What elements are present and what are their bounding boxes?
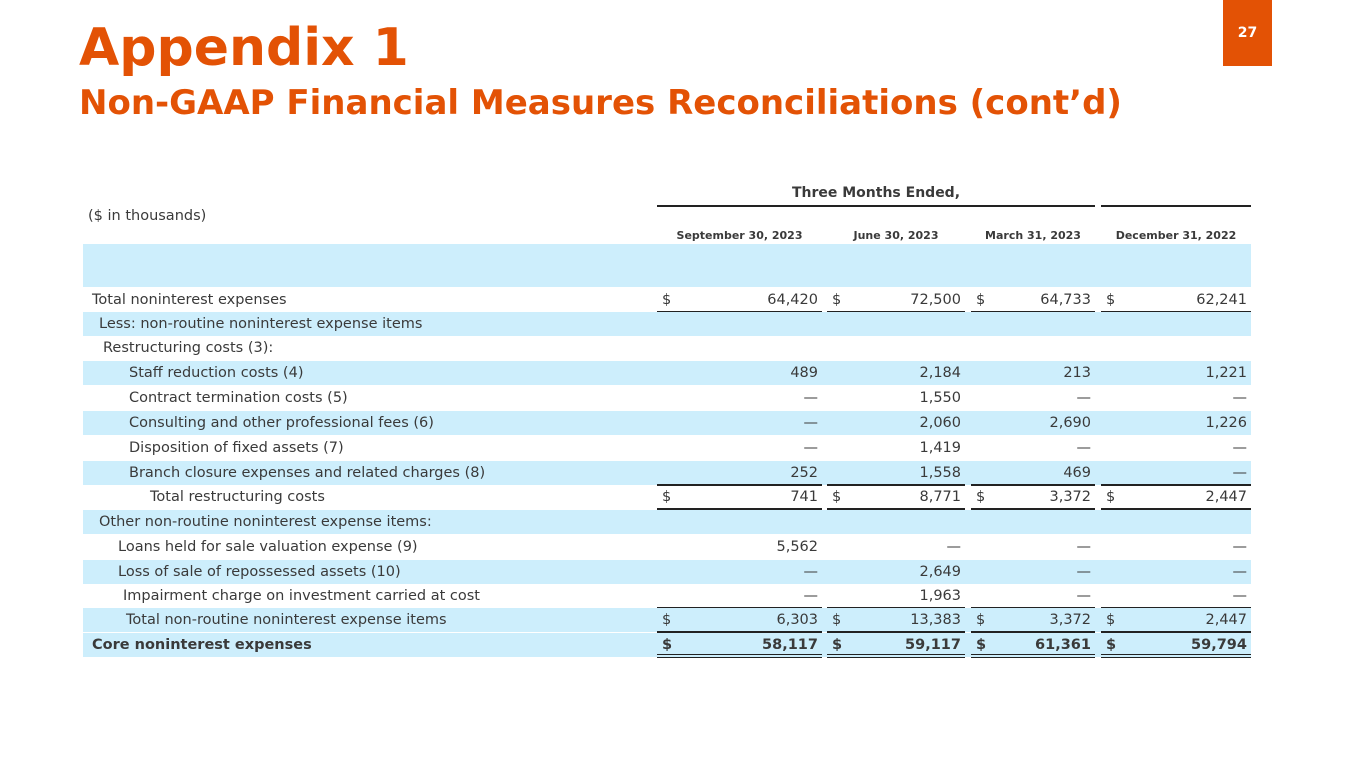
dollar-sign: $ <box>976 637 987 653</box>
units-label: ($ in thousands) <box>88 208 207 224</box>
table-cell <box>1101 633 1251 658</box>
header-rule <box>1101 205 1251 207</box>
cell-value: 2,060 <box>919 415 961 431</box>
row-label: Total noninterest expenses <box>92 292 287 308</box>
table-row <box>83 336 1251 360</box>
table-cell <box>971 386 1095 409</box>
table-cell <box>657 386 822 409</box>
cell-value: 1,226 <box>1205 415 1247 431</box>
table-cell <box>971 436 1095 459</box>
table-cell <box>657 361 822 384</box>
cell-value: — <box>1076 440 1091 456</box>
row-label: Disposition of fixed assets (7) <box>129 440 344 456</box>
row-label: Less: non-routine noninterest expense items <box>99 316 423 332</box>
table-cell <box>971 411 1095 434</box>
cell-value: 2,649 <box>919 564 961 580</box>
table-cell <box>827 461 965 486</box>
cell-value: 3,372 <box>1049 489 1091 505</box>
dollar-sign: $ <box>832 489 842 505</box>
cell-value: 59,117 <box>905 637 961 653</box>
table-cell <box>971 633 1095 658</box>
table-cell <box>1101 386 1251 409</box>
column-header-dec-2022: December 31, 2022 <box>1101 228 1251 246</box>
row-label: Impairment charge on investment carried at cost <box>123 588 480 604</box>
table-row <box>83 485 1251 509</box>
dollar-sign: $ <box>832 292 842 308</box>
cell-value: — <box>1076 539 1091 555</box>
table-cell <box>1101 361 1251 384</box>
table-cell <box>657 436 822 459</box>
table-cell <box>971 584 1095 609</box>
row-label: Other non-routine noninterest expense items: <box>99 514 432 530</box>
table-row <box>83 633 1251 657</box>
table-cell <box>657 312 822 335</box>
table-row <box>83 436 1251 460</box>
cell-value: 2,690 <box>1049 415 1091 431</box>
cell-value: — <box>1076 588 1091 604</box>
cell-value: — <box>1232 390 1247 406</box>
table-cell <box>1101 535 1251 558</box>
cell-value: 6,303 <box>776 612 818 628</box>
table-row <box>83 411 1251 435</box>
cell-value: 5,562 <box>776 539 818 555</box>
table-cell <box>827 411 965 434</box>
cell-value: — <box>1232 588 1247 604</box>
cell-value: 58,117 <box>762 637 818 653</box>
dollar-sign: $ <box>662 612 672 628</box>
row-label: Restructuring costs (3): <box>103 340 274 356</box>
cell-value: 64,420 <box>767 292 818 308</box>
table-row <box>83 584 1251 608</box>
table-cell <box>1101 461 1251 486</box>
table-row <box>83 386 1251 410</box>
cell-value: 741 <box>790 489 818 505</box>
column-header-jun-2023: June 30, 2023 <box>827 228 965 246</box>
page-number-badge: 27 <box>1223 0 1272 66</box>
row-label: Branch closure expenses and related charges (8) <box>129 465 486 481</box>
row-label: Loss of sale of repossessed assets (10) <box>118 564 401 580</box>
cell-value: 213 <box>1063 365 1091 381</box>
cell-value: — <box>946 539 961 555</box>
cell-value: 1,963 <box>919 588 961 604</box>
cell-value: 489 <box>790 365 818 381</box>
table-cell <box>827 386 965 409</box>
table-cell <box>657 633 822 658</box>
table-header-band <box>83 244 1251 287</box>
table-cell <box>657 608 822 633</box>
dollar-sign: $ <box>1106 292 1116 308</box>
dollar-sign: $ <box>832 612 842 628</box>
dollar-sign: $ <box>662 637 673 653</box>
cell-value: 13,383 <box>910 612 961 628</box>
table-row <box>83 560 1251 584</box>
table-cell <box>971 608 1095 633</box>
cell-value: — <box>803 440 818 456</box>
table-cell <box>657 584 822 609</box>
table-cell <box>1101 411 1251 434</box>
table-cell <box>657 336 822 359</box>
cell-value: — <box>1076 390 1091 406</box>
column-header-sep-2023: September 30, 2023 <box>657 228 822 246</box>
column-header-mar-2023: March 31, 2023 <box>971 228 1095 246</box>
row-label: Total non-routine noninterest expense items <box>126 612 447 628</box>
cell-value: 8,771 <box>919 489 961 505</box>
cell-value: — <box>1232 564 1247 580</box>
table-cell <box>827 336 965 359</box>
table-row <box>83 312 1251 336</box>
cell-value: 2,447 <box>1205 612 1247 628</box>
table-cell <box>657 510 822 533</box>
row-label: Contract termination costs (5) <box>129 390 348 406</box>
cell-value: — <box>1232 440 1247 456</box>
cell-value: — <box>803 390 818 406</box>
cell-value: — <box>803 564 818 580</box>
dollar-sign: $ <box>1106 612 1116 628</box>
table-cell <box>1101 510 1251 533</box>
cell-value: 62,241 <box>1196 292 1247 308</box>
table-cell <box>657 411 822 434</box>
cell-value: 2,447 <box>1205 489 1247 505</box>
table-cell <box>827 510 965 533</box>
dollar-sign: $ <box>1106 637 1117 653</box>
table-cell <box>827 288 965 313</box>
table-cell <box>971 288 1095 313</box>
dollar-sign: $ <box>662 292 672 308</box>
table-row <box>83 288 1251 312</box>
page-subtitle: Non-GAAP Financial Measures Reconciliations (cont’d) <box>79 83 1122 123</box>
cell-value: 469 <box>1063 465 1091 481</box>
table-cell <box>1101 608 1251 633</box>
table-cell <box>1101 436 1251 459</box>
table-cell <box>657 461 822 486</box>
table-cell <box>827 584 965 609</box>
table-cell <box>827 436 965 459</box>
cell-value: 2,184 <box>919 365 961 381</box>
table-cell <box>971 312 1095 335</box>
table-cell <box>657 560 822 583</box>
table-cell <box>657 288 822 313</box>
table-cell <box>657 535 822 558</box>
group-header: Three Months Ended, <box>657 185 1095 207</box>
table-cell <box>1101 584 1251 609</box>
table-cell <box>827 535 965 558</box>
dollar-sign: $ <box>976 292 986 308</box>
cell-value: 64,733 <box>1040 292 1091 308</box>
table-cell <box>971 461 1095 486</box>
cell-value: 61,361 <box>1035 637 1091 653</box>
table-cell <box>1101 560 1251 583</box>
table-cell <box>1101 312 1251 335</box>
table-cell <box>971 535 1095 558</box>
cell-value: — <box>803 588 818 604</box>
row-label: Loans held for sale valuation expense (9) <box>118 539 418 555</box>
table-row <box>83 510 1251 534</box>
table-cell <box>971 336 1095 359</box>
dollar-sign: $ <box>976 489 986 505</box>
cell-value: — <box>1076 564 1091 580</box>
table-row <box>83 608 1251 632</box>
cell-value: 72,500 <box>910 292 961 308</box>
row-label: Staff reduction costs (4) <box>129 365 304 381</box>
cell-value: — <box>1232 465 1247 481</box>
page-title: Appendix 1 <box>79 18 409 78</box>
cell-value: 1,550 <box>919 390 961 406</box>
table-cell <box>657 485 822 510</box>
table-cell <box>971 361 1095 384</box>
dollar-sign: $ <box>1106 489 1116 505</box>
table-row <box>83 535 1251 559</box>
table-row <box>83 461 1251 485</box>
table-cell <box>827 485 965 510</box>
table-cell <box>827 560 965 583</box>
row-label: Core noninterest expenses <box>92 637 312 653</box>
table-cell <box>971 485 1095 510</box>
table-cell <box>971 560 1095 583</box>
table-cell <box>827 633 965 658</box>
row-label: Total restructuring costs <box>150 489 325 505</box>
table-cell <box>827 608 965 633</box>
row-label: Consulting and other professional fees (6) <box>129 415 434 431</box>
table-cell <box>1101 288 1251 313</box>
dollar-sign: $ <box>662 489 672 505</box>
cell-value: 59,794 <box>1191 637 1247 653</box>
cell-value: 252 <box>790 465 818 481</box>
table-row <box>83 361 1251 385</box>
table-cell <box>827 361 965 384</box>
table-cell <box>1101 336 1251 359</box>
cell-value: — <box>803 415 818 431</box>
dollar-sign: $ <box>832 637 843 653</box>
cell-value: 1,419 <box>919 440 961 456</box>
table-cell <box>1101 485 1251 510</box>
table-cell <box>827 312 965 335</box>
cell-value: 1,221 <box>1205 365 1247 381</box>
cell-value: 3,372 <box>1049 612 1091 628</box>
cell-value: 1,558 <box>919 465 961 481</box>
table-cell <box>971 510 1095 533</box>
dollar-sign: $ <box>976 612 986 628</box>
cell-value: — <box>1232 539 1247 555</box>
